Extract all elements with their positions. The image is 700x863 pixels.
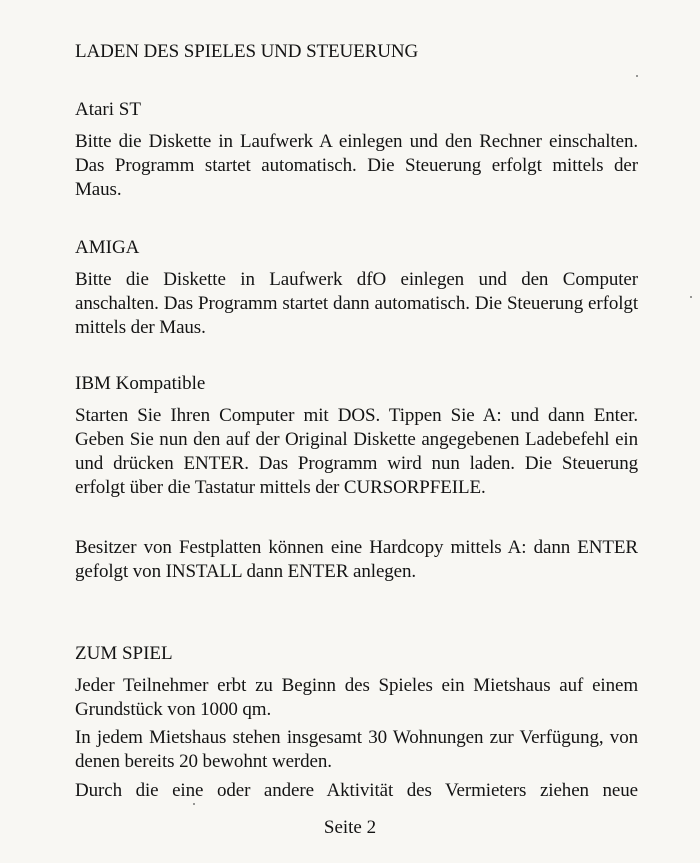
section-heading-ibm: IBM Kompatible — [75, 373, 206, 394]
game-paragraph-2: In jedem Mietshaus stehen insgesamt 30 Wohnungen zur Verfügung, von denen bereits 20 bewohnt werden. — [75, 727, 638, 772]
page-number: Seite 2 — [323, 817, 377, 838]
section-heading-amiga: AMIGA — [75, 237, 140, 258]
page-title: LADEN DES SPIELES UND STEUERUNG — [75, 41, 419, 62]
game-heading: ZUM SPIEL — [75, 643, 173, 664]
section-text-ibm: Starten Sie Ihren Computer mit DOS. Tippen Sie A: und dann Enter. Geben Sie nun den auf der Original Diskette angegebenen Ladebefehl ein und drücken ENTER. Das Programm wird nun laden. Die Steuerung erfolgt über die Tastatur mittels der CURSORPFEILE. — [75, 405, 638, 498]
scan-speck — [636, 75, 638, 77]
section-text-atari: Bitte die Diskette in Laufwerk A einlegen und den Rechner einschalten. Das Programm startet automatisch. Die Steuerung erfolgt mittels der Maus. — [75, 131, 638, 200]
section-heading-atari: Atari ST — [75, 99, 141, 120]
game-paragraph-1: Jeder Teilnehmer erbt zu Beginn des Spieles ein Mietshaus auf einem Grundstück von 1000 qm. — [75, 675, 638, 720]
game-paragraph-3: Durch die eine oder andere Aktivität des Vermieters ziehen neue — [75, 780, 638, 801]
scan-speck — [193, 803, 195, 805]
harddisk-note: Besitzer von Festplatten können eine Hardcopy mittels A: dann ENTER gefolgt von INSTALL dann ENTER anlegen. — [75, 537, 638, 582]
scan-speck — [690, 296, 692, 298]
section-text-amiga: Bitte die Diskette in Laufwerk dfO einlegen und den Computer anschalten. Das Programm startet dann automatisch. Die Steuerung erfolgt mittels der Maus. — [75, 269, 638, 338]
